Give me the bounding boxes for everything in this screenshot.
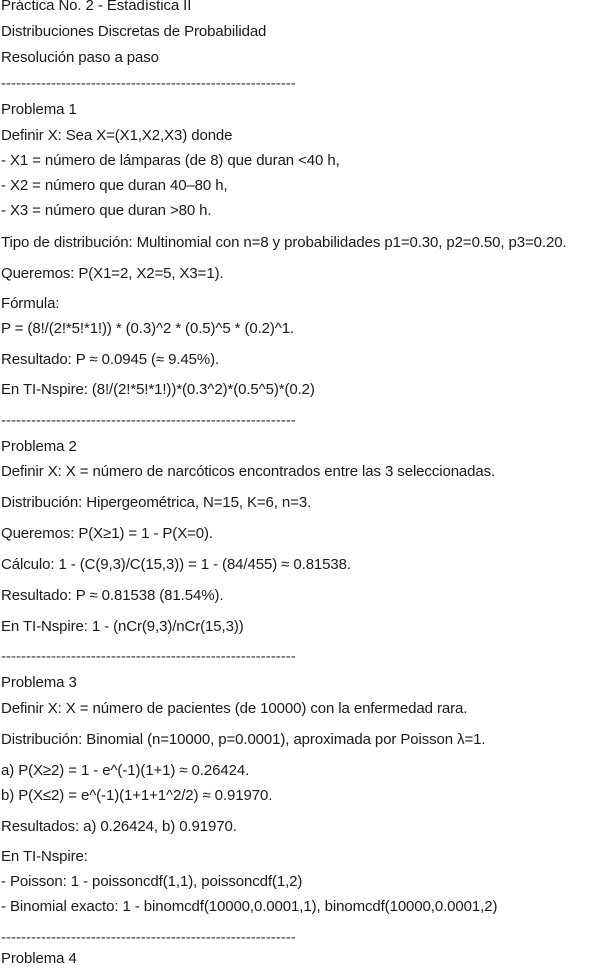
problem-3-part-a: a) P(X≥2) = 1 - e^(-1)(1+1) ≈ 0.26424. bbox=[1, 762, 250, 779]
problem-4-heading: Problema 4 bbox=[1, 950, 77, 967]
problem-3-define: Definir X: X = número de pacientes (de 10000) con la enfermedad rara. bbox=[1, 700, 468, 717]
problem-2-heading: Problema 2 bbox=[1, 438, 77, 455]
problem-2-result: Resultado: P ≈ 0.81538 (81.54%). bbox=[1, 587, 224, 604]
problem-1-x1: - X1 = número de lámparas (de 8) que duran <40 h, bbox=[1, 152, 340, 169]
separator: ----------------------------------------------------------- bbox=[1, 75, 296, 92]
problem-1-formula: P = (8!/(2!*5!*1!)) * (0.3)^2 * (0.5)^5 * (0.2)^1. bbox=[1, 320, 295, 337]
problem-3-heading: Problema 3 bbox=[1, 674, 77, 691]
separator: ----------------------------------------------------------- bbox=[1, 412, 296, 429]
separator: ----------------------------------------------------------- bbox=[1, 929, 296, 946]
separator: ----------------------------------------------------------- bbox=[1, 648, 296, 665]
problem-1-want: Queremos: P(X1=2, X2=5, X3=1). bbox=[1, 265, 224, 282]
problem-2-ti-nspire: En TI-Nspire: 1 - (nCr(9,3)/nCr(15,3)) bbox=[1, 618, 244, 635]
problem-2-distribution: Distribución: Hipergeométrica, N=15, K=6, n=3. bbox=[1, 494, 312, 511]
problem-1-x2: - X2 = número que duran 40–80 h, bbox=[1, 177, 228, 194]
document-title: Práctica No. 2 - Estadística II bbox=[1, 0, 192, 14]
problem-1-formula-label: Fórmula: bbox=[1, 295, 60, 312]
document-subtitle: Distribuciones Discretas de Probabilidad bbox=[1, 23, 267, 40]
problem-3-part-b: b) P(X≤2) = e^(-1)(1+1+1^2/2) ≈ 0.91970. bbox=[1, 787, 273, 804]
problem-2-calc: Cálculo: 1 - (C(9,3)/C(15,3)) = 1 - (84/455) ≈ 0.81538. bbox=[1, 556, 351, 573]
problem-1-result: Resultado: P ≈ 0.0945 (≈ 9.45%). bbox=[1, 351, 220, 368]
problem-1-distribution: Tipo de distribución: Multinomial con n=8 y probabilidades p1=0.30, p2=0.50, p3=0.20. bbox=[1, 234, 567, 251]
problem-3-distribution: Distribución: Binomial (n=10000, p=0.0001), aproximada por Poisson λ=1. bbox=[1, 731, 486, 748]
problem-2-want: Queremos: P(X≥1) = 1 - P(X=0). bbox=[1, 525, 213, 542]
problem-1-ti-nspire: En TI-Nspire: (8!/(2!*5!*1!))*(0.3^2)*(0.5^5)*(0.2) bbox=[1, 381, 315, 398]
problem-2-define: Definir X: X = número de narcóticos encontrados entre las 3 seleccionadas. bbox=[1, 463, 496, 480]
problem-3-ti-label: En TI-Nspire: bbox=[1, 848, 88, 865]
problem-1-define: Definir X: Sea X=(X1,X2,X3) donde bbox=[1, 127, 233, 144]
problem-3-results: Resultados: a) 0.26424, b) 0.91970. bbox=[1, 818, 237, 835]
problem-1-x3: - X3 = número que duran >80 h. bbox=[1, 202, 212, 219]
document-mode: Resolución paso a paso bbox=[1, 49, 159, 66]
problem-1-heading: Problema 1 bbox=[1, 101, 77, 118]
problem-3-ti-binomial: - Binomial exacto: 1 - binomcdf(10000,0.0001,1), binomcdf(10000,0.0001,2) bbox=[1, 898, 498, 915]
problem-3-ti-poisson: - Poisson: 1 - poissoncdf(1,1), poissoncdf(1,2) bbox=[1, 873, 303, 890]
